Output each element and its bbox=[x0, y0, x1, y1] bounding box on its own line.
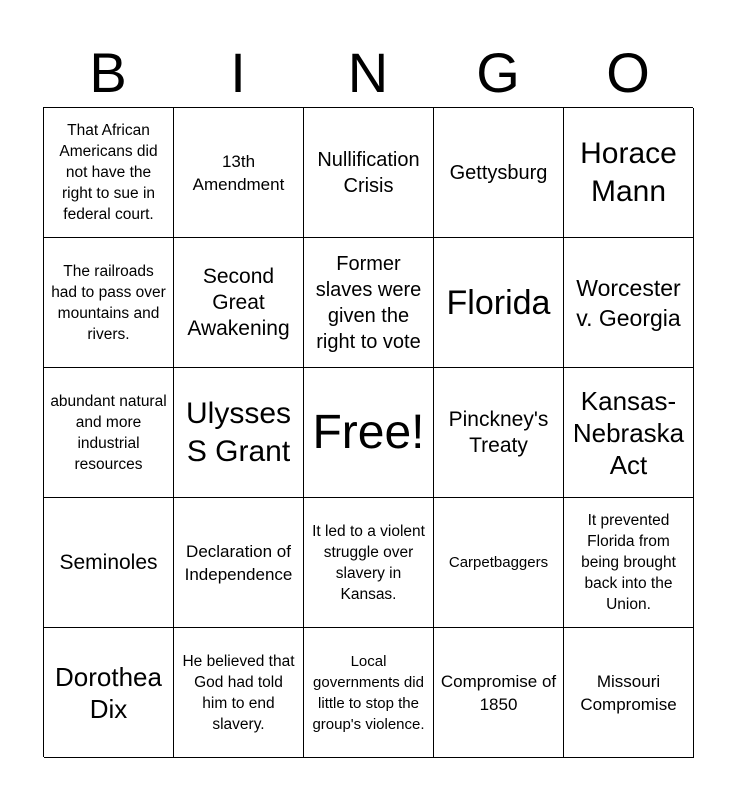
cell-text: Compromise of 1850 bbox=[440, 671, 557, 714]
bingo-cell[interactable] bbox=[434, 498, 564, 628]
bingo-cell[interactable] bbox=[44, 628, 174, 758]
bingo-header bbox=[43, 40, 693, 106]
free-space-cell[interactable] bbox=[304, 368, 434, 498]
cell-text: Second Great Awakening bbox=[187, 264, 290, 340]
cell-text: 13th Amendment bbox=[192, 151, 285, 194]
bingo-cell[interactable] bbox=[304, 238, 434, 368]
header-letter-i: I bbox=[230, 41, 246, 104]
cell-text: Local governments did little to stop the group's violence. bbox=[312, 652, 425, 733]
bingo-cell[interactable] bbox=[174, 368, 304, 498]
header-letter-g: G bbox=[476, 41, 520, 104]
cell-text: Kansas-Nebraska Act bbox=[572, 385, 685, 480]
cell-text: It led to a violent struggle over slavery in Kansas. bbox=[312, 522, 425, 603]
bingo-cell[interactable] bbox=[564, 368, 694, 498]
free-space-text: Free! bbox=[312, 405, 425, 459]
cell-text: Seminoles bbox=[59, 550, 158, 574]
bingo-cell[interactable] bbox=[434, 238, 564, 368]
bingo-cell[interactable] bbox=[434, 108, 564, 238]
header-letter-b: B bbox=[89, 41, 127, 104]
bingo-cell[interactable] bbox=[174, 498, 304, 628]
bingo-cell[interactable] bbox=[564, 108, 694, 238]
cell-text: abundant natural and more industrial resources bbox=[50, 392, 167, 473]
bingo-cell[interactable] bbox=[304, 628, 434, 758]
bingo-cell[interactable] bbox=[304, 108, 434, 238]
cell-text: Worcester v. Georgia bbox=[576, 274, 681, 331]
cell-text: Former slaves were given the right to vote bbox=[315, 252, 422, 353]
header-letter-o: O bbox=[606, 41, 650, 104]
cell-text: Dorothea Dix bbox=[55, 661, 162, 724]
bingo-cell[interactable] bbox=[44, 498, 174, 628]
bingo-cell[interactable] bbox=[434, 628, 564, 758]
bingo-cell[interactable] bbox=[564, 498, 694, 628]
cell-text: Nullification Crisis bbox=[317, 148, 420, 197]
cell-text: Gettysburg bbox=[449, 161, 548, 184]
cell-text: Horace Mann bbox=[580, 136, 677, 208]
cell-text: That African Americans did not have the right to sue in federal court. bbox=[59, 122, 158, 223]
bingo-board bbox=[43, 107, 693, 757]
cell-text: Pinckney's Treaty bbox=[448, 407, 549, 457]
cell-text: The railroads had to pass over mountains and rivers. bbox=[51, 262, 166, 343]
bingo-cell[interactable] bbox=[174, 628, 304, 758]
bingo-cell[interactable] bbox=[44, 368, 174, 498]
bingo-cell[interactable] bbox=[304, 498, 434, 628]
cell-text: Carpetbaggers bbox=[448, 553, 549, 571]
cell-text: Declaration of Independence bbox=[184, 541, 293, 584]
cell-text: Missouri Compromise bbox=[580, 671, 677, 714]
bingo-cell[interactable] bbox=[44, 108, 174, 238]
cell-text: Florida bbox=[446, 283, 551, 322]
bingo-cell[interactable] bbox=[564, 238, 694, 368]
cell-text: It prevented Florida from being brought back into the Union. bbox=[581, 512, 676, 613]
bingo-cell[interactable] bbox=[174, 108, 304, 238]
bingo-cell[interactable] bbox=[434, 368, 564, 498]
cell-text: He believed that God had told him to end slavery. bbox=[182, 652, 295, 733]
header-letter-n: N bbox=[347, 41, 389, 104]
bingo-cell[interactable] bbox=[564, 628, 694, 758]
bingo-cell[interactable] bbox=[44, 238, 174, 368]
cell-text: Ulysses S Grant bbox=[185, 396, 291, 468]
bingo-cell[interactable] bbox=[174, 238, 304, 368]
